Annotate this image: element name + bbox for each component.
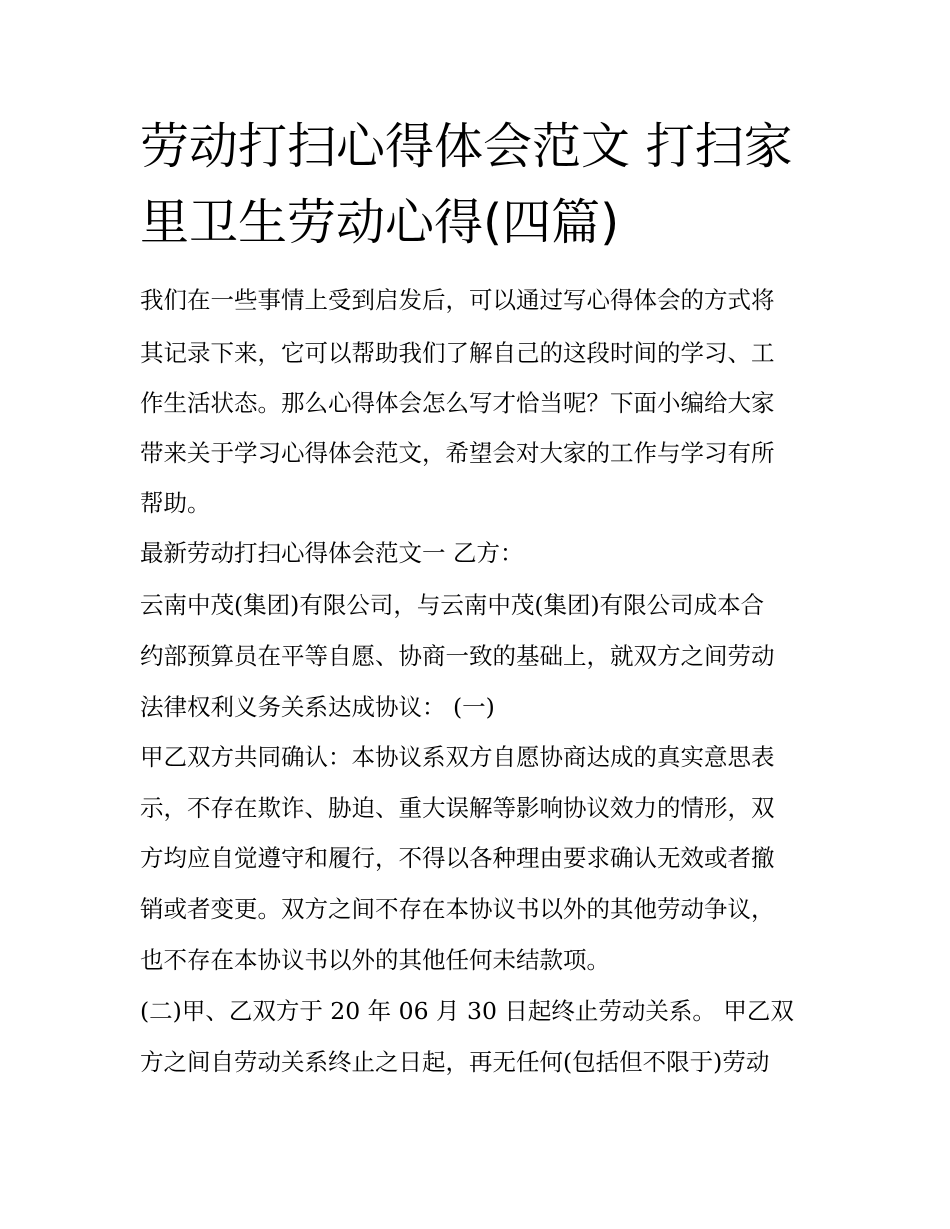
body-line-1: 我们在一些事情上受到启发后，可以通过写心得体会的方式将 xyxy=(140,286,775,314)
body-line-2: 其记录下来，它可以帮助我们了解自己的这段时间的学习、工 xyxy=(140,339,775,367)
body-line-7: 云南中茂(集团)有限公司，与云南中茂(集团)有限公司成本合 xyxy=(140,591,765,619)
body-line-9: 法律权利义务关系达成协议： (一) xyxy=(140,693,495,721)
body-line-13: 销或者变更。双方之间不存在本协议书以外的其他劳动争议， xyxy=(140,895,775,923)
document-title-line-1: 劳动打扫心得体会范文 打扫家 xyxy=(140,118,793,175)
body-line-14: 也不存在本协议书以外的其他任何未结款项。 xyxy=(140,946,610,974)
body-line-3: 作生活状态。那么心得体会怎么写才恰当呢？下面小编给大家 xyxy=(140,389,775,417)
body-line-12: 方均应自觉遵守和履行，不得以各种理由要求确认无效或者撤 xyxy=(140,844,775,872)
body-line-5: 帮助。 xyxy=(140,489,211,517)
body-line-11: 示，不存在欺诈、胁迫、重大误解等影响协议效力的情形，双 xyxy=(140,794,775,822)
body-line-15: (二)甲、乙双方于 20 年 06 月 30 日起终止劳动关系。 甲乙双 xyxy=(140,997,794,1025)
body-line-10: 甲乙双方共同确认：本协议系双方自愿协商达成的真实意思表 xyxy=(140,743,775,771)
document-title-line-2: 里卫生劳动心得(四篇) xyxy=(140,194,620,251)
body-line-8: 约部预算员在平等自愿、协商一致的基础上，就双方之间劳动 xyxy=(140,642,775,670)
body-line-16: 方之间自劳动关系终止之日起，再无任何(包括但不限于)劳动 xyxy=(140,1048,770,1076)
body-line-4: 带来关于学习心得体会范文，希望会对大家的工作与学习有所 xyxy=(140,439,775,467)
body-line-6: 最新劳动打扫心得体会范文一 乙方： xyxy=(140,539,524,567)
